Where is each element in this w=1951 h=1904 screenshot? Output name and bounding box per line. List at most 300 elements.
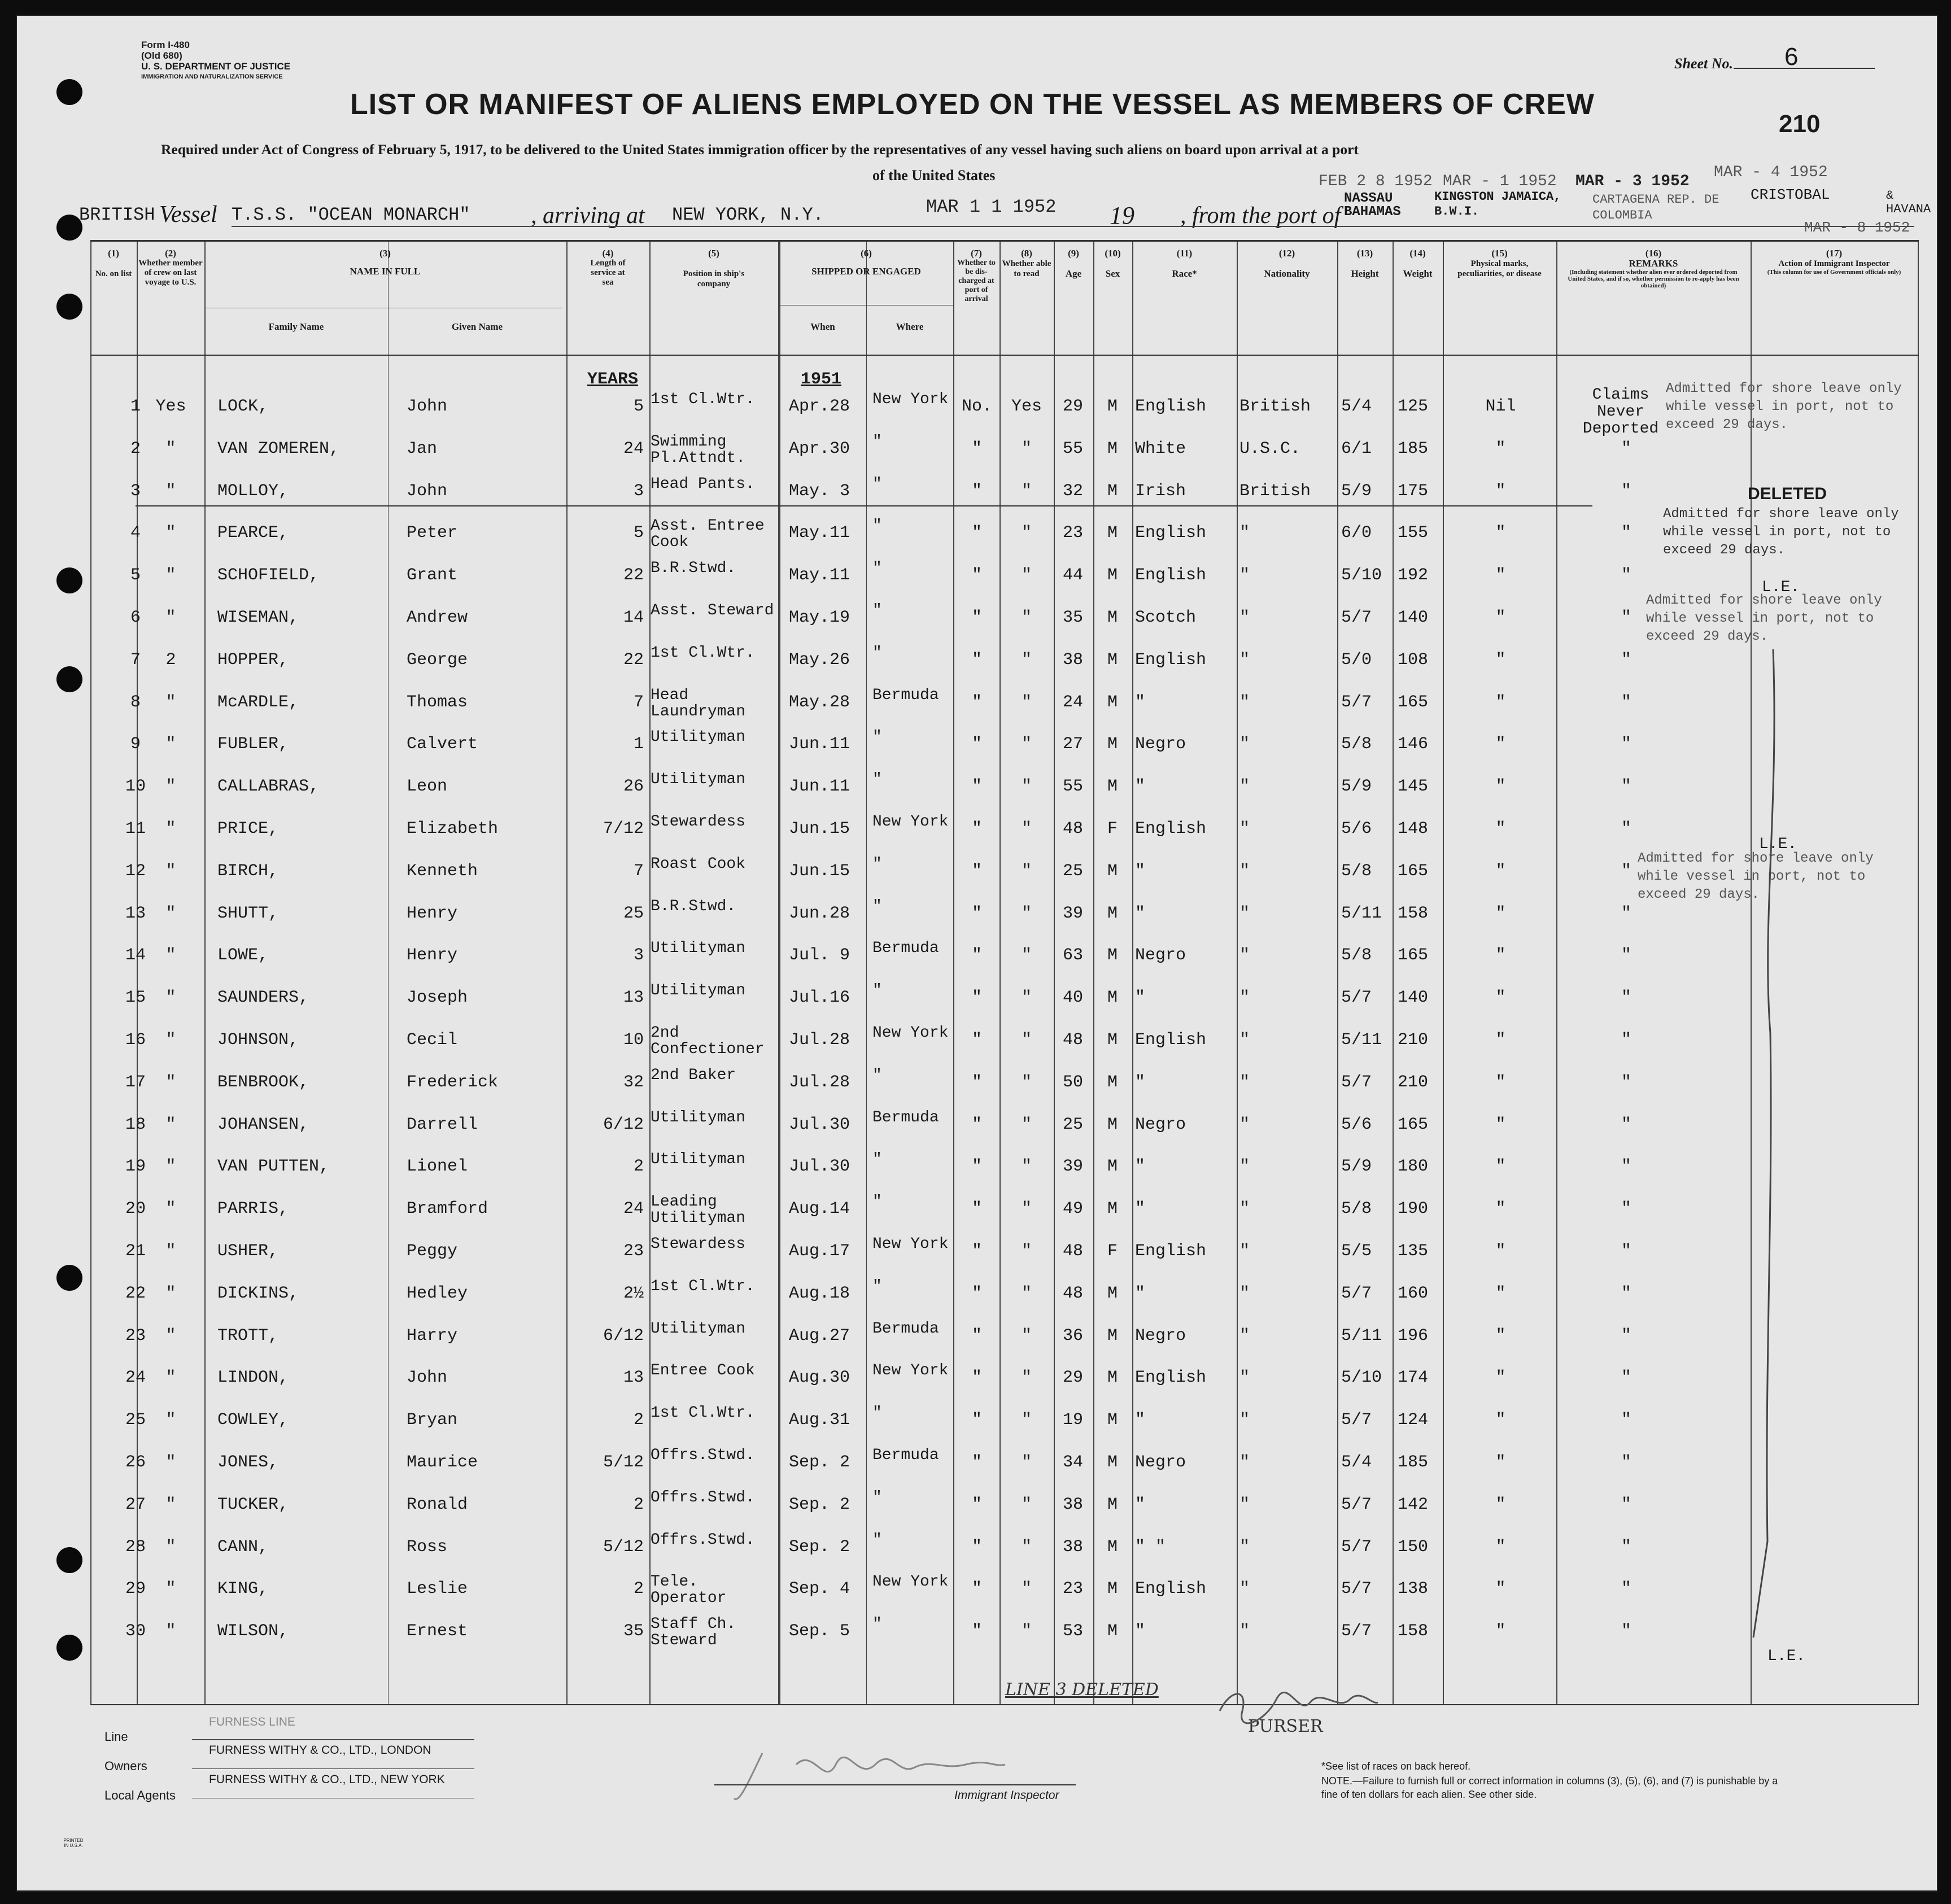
cell-read: " (1021, 439, 1032, 458)
cell-where: " (872, 475, 882, 493)
cell-marks: " (1495, 777, 1506, 797)
cell-race: " (1135, 861, 1146, 881)
cell-service: 22 (623, 566, 644, 586)
deleted-note: DELETED (1748, 484, 1827, 503)
cell-height: 5/11 (1341, 1030, 1382, 1050)
cell-service: 13 (623, 1368, 644, 1388)
cell-age: 48 (1062, 1283, 1083, 1303)
cell-discharged: " (971, 777, 982, 797)
cell-read: " (1021, 777, 1032, 797)
cell-nationality: " (1239, 1072, 1250, 1092)
cell-sex: M (1107, 650, 1118, 670)
cell-given: Henry (407, 903, 458, 923)
cell-discharged: " (971, 1537, 982, 1557)
cell-position: Stewardess (651, 1235, 746, 1253)
cell-given: Kenneth (407, 861, 478, 881)
footer-owners-label: Owners (104, 1759, 147, 1773)
cell-position: Offrs.Stwd. (651, 1447, 755, 1464)
cell-marks: " (1495, 903, 1506, 923)
shore-leave-note: Admitted for shore leave only while vessel in port, not to exceed 29 days. (1638, 851, 1874, 902)
form-old-number: (Old 680) (141, 50, 182, 61)
cell-remarks: " (1621, 692, 1631, 712)
cell-nationality: " (1239, 608, 1250, 627)
cell-nationality: " (1239, 566, 1250, 586)
cell-where: New York (872, 813, 949, 831)
port-stamp-3-date: MAR - 3 1952 (1575, 173, 1690, 190)
cell-where: " (872, 644, 882, 662)
cell-nationality: " (1239, 1495, 1250, 1514)
cell-family: MOLLOY, (217, 481, 289, 501)
cell-no: 29 (125, 1579, 146, 1599)
cell-discharged: " (971, 1115, 982, 1134)
cell-family: PEARCE, (217, 523, 289, 543)
cell-last: " (165, 1072, 176, 1092)
cell-no: 2 (130, 439, 141, 458)
cell-service: 5/12 (603, 1453, 644, 1472)
sheet-label: Sheet No. (1674, 55, 1733, 72)
cell-given: Andrew (407, 608, 468, 627)
cell-no: 26 (125, 1453, 146, 1472)
cell-race: Irish (1135, 481, 1186, 501)
cell-sex: M (1107, 397, 1118, 416)
cell-no: 4 (130, 523, 141, 543)
cell-position: Utilityman (651, 728, 746, 746)
cell-no: 27 (125, 1495, 146, 1514)
cell-sex: M (1107, 903, 1118, 923)
cell-nationality: U.S.C. (1239, 439, 1301, 458)
cell-sex: M (1107, 1368, 1118, 1388)
cell-no: 11 (125, 819, 146, 839)
cell-family: LINDON, (217, 1368, 289, 1388)
cell-where: New York (872, 1235, 949, 1253)
cell-discharged: " (971, 1579, 982, 1599)
cell-race: English (1135, 1579, 1207, 1599)
cell-when: Sep. 5 (789, 1622, 850, 1641)
cell-race: " (1135, 1157, 1146, 1177)
cell-last: " (165, 1410, 176, 1430)
cell-last: " (165, 1157, 176, 1177)
cell-height: 5/7 (1341, 1622, 1372, 1641)
cell-race: " (1135, 1410, 1146, 1430)
cell-remarks: Claims Never Deported (1582, 386, 1659, 438)
cell-given: Cecil (407, 1030, 458, 1050)
cell-where: New York (872, 1024, 949, 1042)
year-label: 19 (1110, 202, 1134, 229)
cell-no: 18 (125, 1115, 146, 1134)
cell-when: Aug.31 (789, 1410, 850, 1430)
cell-discharged: No. (961, 397, 992, 416)
col-17-header: (17) Action of Immigrant Inspector (This column for use of Government officials only) (1767, 248, 1901, 276)
le-note: L.E. (1762, 579, 1800, 596)
cell-sex: M (1107, 523, 1118, 543)
cell-position: Head Pants. (651, 475, 755, 493)
cell-age: 38 (1062, 1537, 1083, 1557)
cell-nationality: " (1239, 988, 1250, 1008)
cell-service: 35 (623, 1622, 644, 1641)
punch-hole (56, 1635, 82, 1661)
cell-no: 28 (125, 1537, 146, 1557)
cell-discharged: " (971, 988, 982, 1008)
cell-last: " (165, 777, 176, 797)
cell-weight: 160 (1398, 1283, 1429, 1303)
cell-age: 63 (1062, 946, 1083, 966)
cell-weight: 190 (1398, 1199, 1429, 1219)
cell-remarks: " (1621, 1199, 1631, 1219)
cell-age: 48 (1062, 1242, 1083, 1261)
le-note: L.E. (1759, 836, 1797, 853)
col-9-header: (9) Age (1065, 248, 1082, 279)
cell-service: 7 (633, 692, 644, 712)
cell-remarks: " (1621, 1622, 1631, 1641)
cell-nationality: " (1239, 735, 1250, 754)
cell-service: 2 (633, 1495, 644, 1514)
cell-family: CALLABRAS, (217, 777, 320, 797)
cell-marks: " (1495, 988, 1506, 1008)
cell-given: Lionel (407, 1157, 468, 1177)
cell-race: Negro (1135, 1453, 1186, 1472)
cell-last: " (165, 861, 176, 881)
cell-age: 25 (1062, 861, 1083, 881)
cell-height: 5/6 (1341, 819, 1372, 839)
cell-given: John (407, 1368, 448, 1388)
cell-where: Bermuda (872, 1108, 939, 1126)
cell-marks: " (1495, 1579, 1506, 1599)
cell-last: " (165, 903, 176, 923)
cell-marks: Nil (1485, 397, 1516, 416)
cell-no: 21 (125, 1242, 146, 1261)
cell-age: 24 (1062, 692, 1083, 712)
cell-position: 1st Cl.Wtr. (651, 1404, 755, 1422)
cell-weight: 196 (1398, 1326, 1429, 1346)
cell-discharged: " (971, 1157, 982, 1177)
cell-marks: " (1495, 1242, 1506, 1261)
cell-remarks: " (1621, 1495, 1631, 1514)
cell-nationality: " (1239, 1326, 1250, 1346)
cell-race: English (1135, 650, 1207, 670)
cell-where: " (872, 771, 882, 789)
cell-last: " (165, 566, 176, 586)
cell-discharged: " (971, 692, 982, 712)
cell-where: " (872, 728, 882, 746)
cell-position: Offrs.Stwd. (651, 1531, 755, 1549)
cell-sex: M (1107, 608, 1118, 627)
given-name-header: Given Name (451, 321, 503, 332)
cell-discharged: " (971, 481, 982, 501)
cell-last: 2 (165, 650, 176, 670)
cell-nationality: " (1239, 650, 1250, 670)
cell-when: May.11 (789, 523, 850, 543)
cell-family: USHER, (217, 1242, 279, 1261)
cell-sex: M (1107, 861, 1118, 881)
cell-no: 14 (125, 946, 146, 966)
cell-given: John (407, 397, 448, 416)
cell-weight: 165 (1398, 861, 1429, 881)
cell-sex: F (1107, 819, 1118, 839)
cell-discharged: " (971, 608, 982, 627)
cell-position: Entree Cook (651, 1362, 755, 1380)
cell-race: " (1135, 1622, 1146, 1641)
cell-position: Tele. Operator (651, 1573, 727, 1608)
cell-position: 1st Cl.Wtr. (651, 391, 755, 408)
cell-weight: 185 (1398, 439, 1429, 458)
cell-weight: 150 (1398, 1537, 1429, 1557)
cell-where: " (872, 517, 882, 535)
cell-remarks: " (1621, 439, 1631, 458)
cell-sex: M (1107, 777, 1118, 797)
col-5-header: (5) Position in ship's company (683, 248, 745, 289)
cell-height: 5/7 (1341, 988, 1372, 1008)
cell-last: " (165, 439, 176, 458)
cell-when: Aug.17 (789, 1242, 850, 1261)
cell-given: Frederick (407, 1072, 499, 1092)
cell-remarks: " (1621, 819, 1631, 839)
cell-weight: 145 (1398, 777, 1429, 797)
cell-family: DICKINS, (217, 1283, 299, 1303)
cell-when: Jul.30 (789, 1157, 850, 1177)
cell-sex: M (1107, 1030, 1118, 1050)
vessel-line-underline (232, 226, 1914, 227)
cell-age: 55 (1062, 777, 1083, 797)
cell-last: " (165, 1326, 176, 1346)
cell-where: Bermuda (872, 1447, 939, 1464)
cell-remarks: " (1621, 608, 1631, 627)
cell-race: English (1135, 819, 1207, 839)
cell-sex: M (1107, 988, 1118, 1008)
cell-marks: " (1495, 819, 1506, 839)
cell-race: White (1135, 439, 1186, 458)
cell-family: BENBROOK, (217, 1072, 309, 1092)
cell-race: Negro (1135, 1115, 1186, 1134)
cell-service: 22 (623, 650, 644, 670)
cell-marks: " (1495, 1157, 1506, 1177)
cell-height: 5/7 (1341, 1072, 1372, 1092)
col-16-header: (16) REMARKS (Including statement whether alien ever ordered deported from United States, and if so, whether permission to re-apply has been obtained) (1568, 248, 1739, 289)
cell-family: COWLEY, (217, 1410, 289, 1430)
cell-last: " (165, 1030, 176, 1050)
arrival-date-stamp: MAR 1 1 1952 (926, 196, 1057, 217)
cell-age: 40 (1062, 988, 1083, 1008)
cell-remarks: " (1621, 1368, 1631, 1388)
col-15-header: (15) Physical marks, peculiarities, or disease (1457, 248, 1542, 278)
cell-race: " (1135, 1495, 1146, 1514)
cell-family: FUBLER, (217, 735, 289, 754)
vessel-label: Vessel (159, 202, 217, 228)
cell-when: Aug.30 (789, 1368, 850, 1388)
cell-no: 23 (125, 1326, 146, 1346)
cell-given: Hedley (407, 1283, 468, 1303)
cell-given: Thomas (407, 692, 468, 712)
cell-sex: M (1107, 1495, 1118, 1514)
cell-given: John (407, 481, 448, 501)
cell-family: TROTT, (217, 1326, 279, 1346)
cell-no: 13 (125, 903, 146, 923)
cell-position: Utilityman (651, 1320, 746, 1338)
cell-where: " (872, 1066, 882, 1084)
cell-position: Stewardess (651, 813, 746, 831)
shore-leave-note: Admitted for shore leave only while vessel in port, not to exceed 29 days. (1666, 381, 1902, 433)
cell-weight: 138 (1398, 1579, 1429, 1599)
cell-nationality: " (1239, 1368, 1250, 1388)
cell-position: 2nd Baker (651, 1066, 736, 1084)
cell-family: SCHOFIELD, (217, 566, 320, 586)
cell-when: Sep. 2 (789, 1537, 850, 1557)
cell-read: " (1021, 861, 1032, 881)
col-rule (90, 242, 91, 1704)
cell-discharged: " (971, 1453, 982, 1472)
deleted-row-strike (136, 505, 1592, 506)
col-6-header: (6) SHIPPED OR ENGAGED (811, 248, 921, 277)
cell-height: 5/8 (1341, 1199, 1372, 1219)
cell-sex: F (1107, 1242, 1118, 1261)
cell-where: New York (872, 1362, 949, 1380)
cell-when: May.28 (789, 692, 850, 712)
vessel-flag: BRITISH (79, 204, 155, 225)
cell-height: 5/8 (1341, 861, 1372, 881)
cell-read: " (1021, 1495, 1032, 1514)
col-14-header: (14) Weight (1403, 248, 1433, 279)
cell-race: " (1135, 903, 1146, 923)
cell-discharged: " (971, 1495, 982, 1514)
col-12-header: (12) Nationality (1264, 248, 1310, 279)
cell-discharged: " (971, 1242, 982, 1261)
cell-no: 9 (130, 735, 141, 754)
cell-service: 6/12 (603, 1326, 644, 1346)
cell-given: Bryan (407, 1410, 458, 1430)
cell-family: WISEMAN, (217, 608, 299, 627)
cell-where: " (872, 1404, 882, 1422)
col-rule (999, 242, 1001, 1704)
cell-weight: 146 (1398, 735, 1429, 754)
cell-weight: 210 (1398, 1072, 1429, 1092)
cell-marks: " (1495, 1072, 1506, 1092)
cell-discharged: " (971, 1072, 982, 1092)
cell-height: 5/7 (1341, 1283, 1372, 1303)
cell-weight: 158 (1398, 1622, 1429, 1641)
cell-service: 3 (633, 481, 644, 501)
cell-no: 1 (130, 397, 141, 416)
cell-discharged: " (971, 1622, 982, 1641)
cell-read: " (1021, 1622, 1032, 1641)
cell-discharged: " (971, 523, 982, 543)
cell-age: 38 (1062, 650, 1083, 670)
cell-nationality: " (1239, 1537, 1250, 1557)
cell-race: Negro (1135, 735, 1186, 754)
cell-no: 12 (125, 861, 146, 881)
cell-family: HOPPER, (217, 650, 289, 670)
cell-no: 22 (125, 1283, 146, 1303)
cell-age: 53 (1062, 1622, 1083, 1641)
cell-race: English (1135, 523, 1207, 543)
cell-family: LOWE, (217, 946, 269, 966)
cell-last: " (165, 819, 176, 839)
cell-no: 8 (130, 692, 141, 712)
cell-marks: " (1495, 1030, 1506, 1050)
cell-race: " (1135, 1072, 1146, 1092)
cell-weight: 148 (1398, 819, 1429, 839)
cell-no: 25 (125, 1410, 146, 1430)
cell-where: " (872, 855, 882, 873)
cell-where: " (872, 1615, 882, 1634)
arrival-port: NEW YORK, N.Y. (672, 204, 824, 225)
cell-remarks: " (1621, 946, 1631, 966)
cell-nationality: " (1239, 1579, 1250, 1599)
cell-marks: " (1495, 1537, 1506, 1557)
cell-marks: " (1495, 1368, 1506, 1388)
cell-position: Utilityman (651, 940, 746, 958)
punch-hole (56, 79, 82, 105)
cell-family: KING, (217, 1579, 269, 1599)
cell-nationality: " (1239, 777, 1250, 797)
cell-age: 29 (1062, 1368, 1083, 1388)
col-rule (388, 242, 389, 1704)
cell-when: Apr.30 (789, 439, 850, 458)
cell-race: English (1135, 1368, 1207, 1388)
cell-marks: " (1495, 650, 1506, 670)
cell-family: PRICE, (217, 819, 279, 839)
cell-position: Asst. Entree Cook (651, 517, 765, 552)
cell-where: " (872, 982, 882, 1000)
cell-marks: " (1495, 1115, 1506, 1134)
cell-service: 6/12 (603, 1115, 644, 1134)
cell-height: 5/7 (1341, 1579, 1372, 1599)
cell-last: " (165, 692, 176, 712)
cell-marks: " (1495, 1622, 1506, 1641)
cell-age: 55 (1062, 439, 1083, 458)
cell-discharged: " (971, 903, 982, 923)
cell-service: 10 (623, 1030, 644, 1050)
cell-family: CANN, (217, 1537, 269, 1557)
cell-when: Jun.11 (789, 735, 850, 754)
form-id (141, 40, 290, 82)
cell-weight: 155 (1398, 523, 1429, 543)
cell-discharged: " (971, 566, 982, 586)
cell-discharged: " (971, 1326, 982, 1346)
cell-remarks: " (1621, 1072, 1631, 1092)
col-rule (1237, 242, 1238, 1704)
page-number: 210 (1779, 110, 1821, 138)
cell-read: " (1021, 988, 1032, 1008)
cell-sex: M (1107, 1072, 1118, 1092)
col-11-header: (11) Race* (1172, 248, 1197, 279)
cell-sex: M (1107, 735, 1118, 754)
cell-discharged: " (971, 650, 982, 670)
col-7-header: (7) Whether to be dis-charged at port of arrival (957, 248, 996, 303)
cell-last: " (165, 481, 176, 501)
line-deleted-handwriting: LINE 3 DELETED (1005, 1680, 1159, 1700)
cell-age: 23 (1062, 523, 1083, 543)
cell-position: 2nd Confectioner (651, 1024, 765, 1058)
cell-age: 44 (1062, 566, 1083, 586)
cell-where: Bermuda (872, 1320, 939, 1338)
from-port-label: , from the port of (1180, 203, 1341, 229)
cell-no: 30 (125, 1622, 146, 1641)
cell-remarks: " (1621, 523, 1631, 543)
cell-read: " (1021, 692, 1032, 712)
le-note: L.E. (1767, 1648, 1806, 1665)
cell-weight: 135 (1398, 1242, 1429, 1261)
cell-when: Sep. 4 (789, 1579, 850, 1599)
cell-no: 24 (125, 1368, 146, 1388)
cell-weight: 125 (1398, 397, 1429, 416)
cell-read: " (1021, 1283, 1032, 1303)
cell-where: " (872, 433, 882, 451)
cell-read: " (1021, 523, 1032, 543)
cell-race: Negro (1135, 1326, 1186, 1346)
cell-sex: M (1107, 439, 1118, 458)
cell-last: " (165, 1537, 176, 1557)
cell-marks: " (1495, 946, 1506, 966)
cell-given: Leslie (407, 1579, 468, 1599)
